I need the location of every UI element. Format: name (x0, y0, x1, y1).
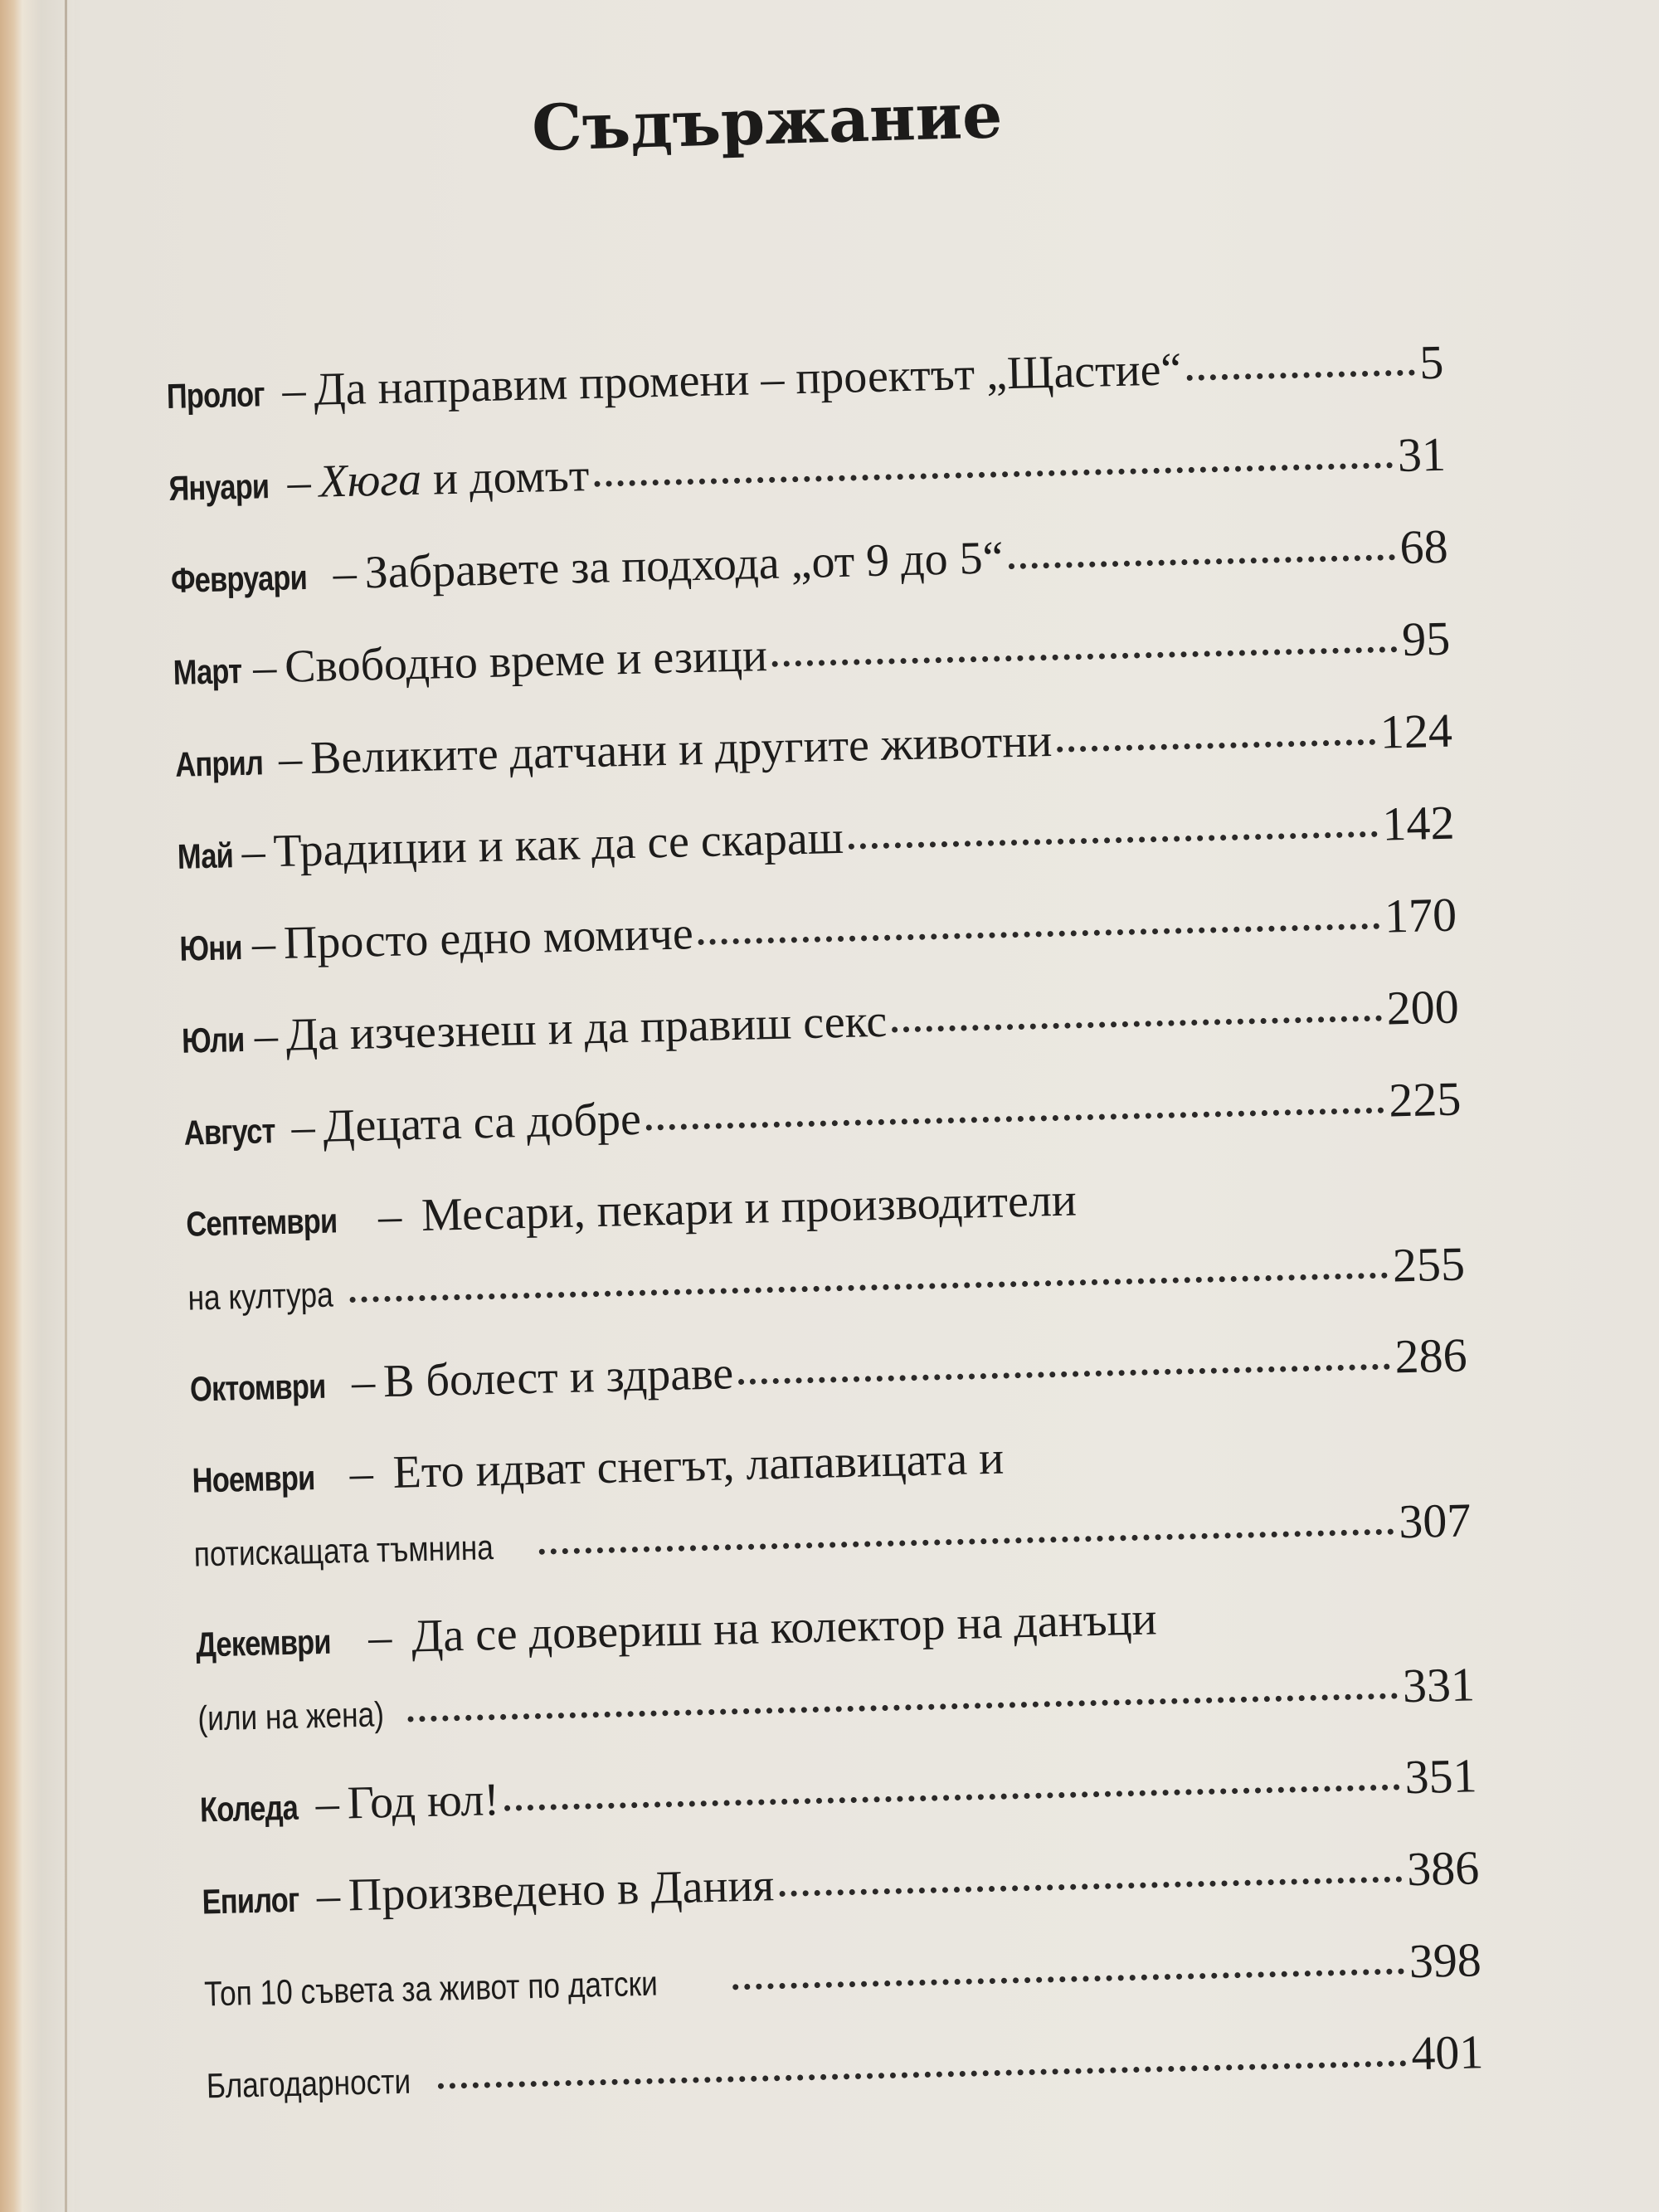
entry-title: Топ 10 съвета за живот по датски (203, 1963, 659, 2014)
dot-leader (1186, 370, 1414, 381)
entry-separator: – (278, 733, 303, 785)
entry-separator: – (314, 1777, 340, 1830)
entry-page: 398 (1408, 1932, 1482, 1989)
entry-label: Август (183, 1111, 276, 1152)
dot-leader (1009, 554, 1395, 569)
table-of-contents (166, 335, 1485, 2147)
toc-entry-november (192, 1420, 1472, 1614)
entry-title: Год юл! (346, 1774, 500, 1830)
entry-title: Просто едно момиче (283, 908, 694, 969)
entry-separator: – (286, 456, 312, 509)
entry-title: Да се довериш на колектор на данъци (411, 1593, 1158, 1663)
entry-page: 225 (1388, 1071, 1462, 1128)
dot-leader (772, 646, 1398, 667)
entry-label: Февруари (170, 558, 308, 600)
entry-title-italic: Хюга (318, 453, 422, 508)
entry-page: 142 (1381, 795, 1456, 851)
entry-label: Май (177, 836, 234, 876)
entry-page: 307 (1398, 1493, 1472, 1549)
dot-leader (1057, 739, 1375, 753)
entry-title: Да направим промени – проектът „Щастие“ (313, 343, 1182, 416)
entry-label: Септември (185, 1201, 338, 1244)
entry-page: 5 (1418, 334, 1445, 390)
entry-title: В болест и здраве (382, 1347, 734, 1408)
entry-label: Епилог (202, 1879, 300, 1922)
entry-page: 68 (1399, 519, 1449, 575)
entry-page: 386 (1406, 1840, 1480, 1897)
page-gutter (0, 0, 75, 2212)
entry-title: Произведено в Дания (348, 1859, 775, 1922)
entry-separator: – (241, 826, 266, 878)
entry-label: Март (173, 650, 242, 692)
entry-title: Свободно време и езици (284, 630, 768, 693)
entry-title-continued: потискащата тъмнина (193, 1527, 494, 1574)
entry-title-continued: на култура (187, 1274, 334, 1318)
entry-title: Традиции и как да се скараш (272, 811, 844, 878)
entry-page: 286 (1394, 1328, 1468, 1384)
entry-page: 331 (1402, 1657, 1476, 1713)
page-title: Съдържание (531, 78, 1004, 165)
entry-title: Ето идват снегът, лапавицата и (392, 1432, 1005, 1498)
entry-label: Януари (168, 466, 270, 508)
dot-leader (438, 2060, 1407, 2089)
entry-page: 351 (1404, 1748, 1478, 1805)
entry-label: Юни (179, 928, 243, 968)
entry-page: 124 (1379, 703, 1453, 759)
dot-leader (539, 1529, 1394, 1555)
dot-leader (732, 1968, 1404, 1990)
entry-label: Коледа (199, 1787, 299, 1830)
dot-leader (504, 1784, 1400, 1810)
entry-title: Благодарности (206, 2061, 411, 2106)
entry-separator: – (281, 364, 307, 417)
entry-label: Април (174, 743, 264, 784)
entry-separator: – (351, 1356, 376, 1409)
entry-separator: – (348, 1447, 374, 1500)
dot-leader (892, 1016, 1382, 1033)
entry-page: 95 (1401, 611, 1451, 666)
entry-page: 255 (1392, 1236, 1466, 1293)
dot-leader (849, 831, 1378, 850)
entry-page: 401 (1410, 2024, 1485, 2081)
entry-title-continued: (или на жена) (197, 1694, 385, 1738)
entry-separator: – (333, 547, 358, 600)
entry-title: и домът (421, 450, 591, 505)
entry-title: Децата са добре (322, 1093, 642, 1152)
entry-separator: – (254, 1010, 279, 1062)
entry-page: 170 (1384, 887, 1457, 943)
entry-separator: – (316, 1869, 341, 1922)
dot-leader (698, 923, 1380, 945)
entry-title: Забравете за подхода „от 9 до 5“ (364, 532, 1005, 599)
entry-separator: – (367, 1611, 392, 1664)
dot-leader (779, 1876, 1402, 1897)
entry-separator: – (290, 1101, 316, 1153)
toc-entry-september (186, 1163, 1467, 1357)
dot-leader (738, 1364, 1390, 1386)
dot-leader (646, 1108, 1384, 1131)
entry-separator: – (377, 1190, 402, 1243)
entry-title: Великите датчани и другите животни (309, 714, 1053, 785)
entry-label: Юли (181, 1020, 245, 1060)
binding-edge (65, 0, 67, 2212)
toc-entry-december (195, 1584, 1476, 1778)
dot-leader (408, 1693, 1399, 1722)
dot-leader (349, 1273, 1388, 1303)
entry-title: Месари, пекари и производители (421, 1174, 1078, 1242)
entry-label: Декември (195, 1621, 332, 1664)
entry-title: Да изчезнеш и да правиш секс (285, 995, 888, 1061)
entry-separator: – (251, 918, 276, 970)
dot-leader (594, 462, 1393, 487)
entry-page: 31 (1397, 426, 1447, 483)
entry-label: Ноември (192, 1458, 315, 1500)
entry-label: Октомври (189, 1366, 326, 1409)
entry-separator: – (252, 641, 277, 694)
entry-page: 200 (1385, 979, 1460, 1035)
entry-label: Пролог (166, 374, 265, 416)
